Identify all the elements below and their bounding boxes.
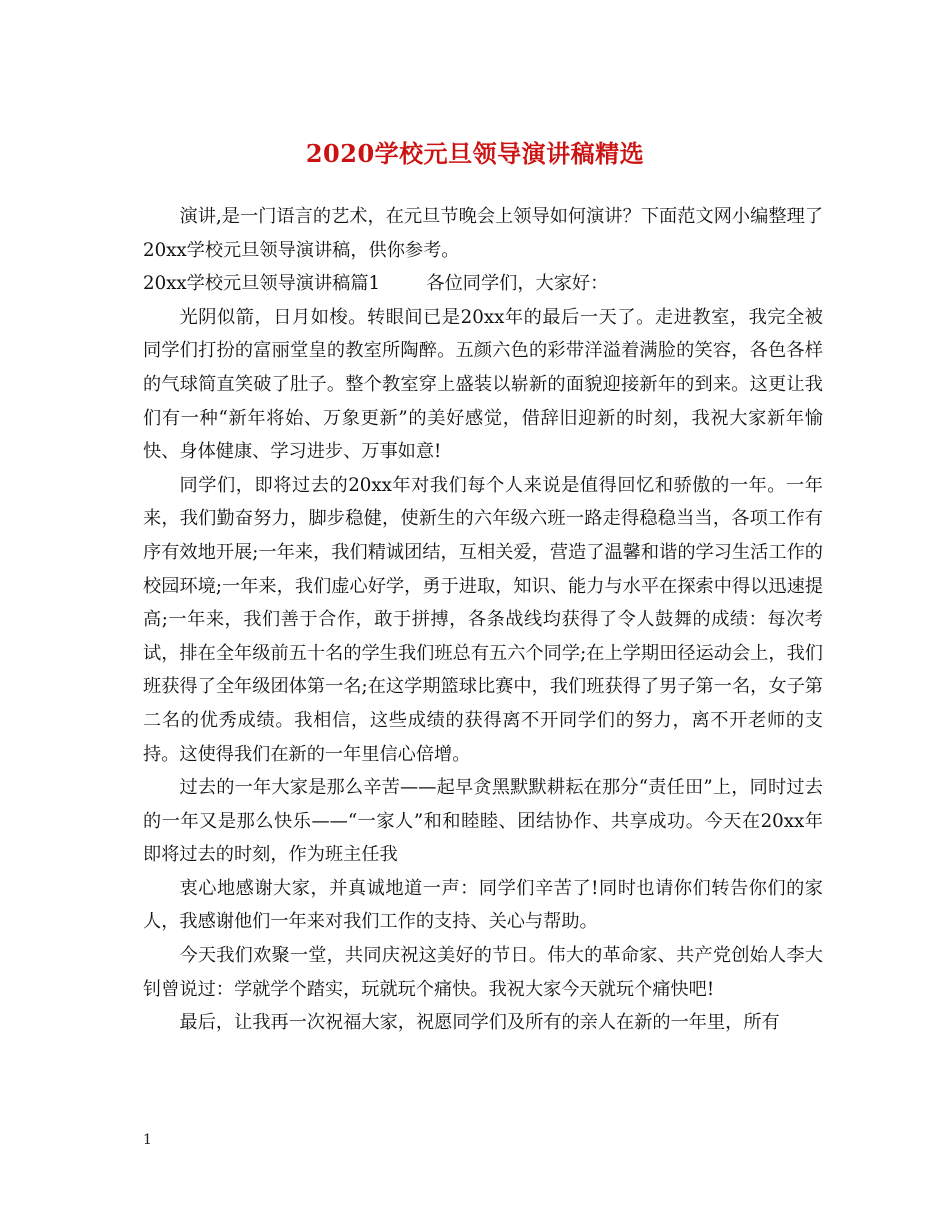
section-heading-line [143,267,823,301]
body-paragraph: 光阴似箭，日月如梭。转眼间已是20xx年的最后一天了。走进教室，我完全被同学们打扮的富丽堂皇的教室所陶醉。五颜六色的彩带洋溢着满脸的笑容，各色各样的气球简直笑破了肚子。整个教室穿上盛装以崭新的面貌迎接新年的到来。这更让我们有一种“新年将始、万象更新”的美好感觉，借辞旧迎新的时刻，我祝大家新年愉快、身体健康、学习进步、万事如意! [143,306,823,463]
body-paragraph: 同学们，即将过去的20xx年对我们每个人来说是值得回忆和骄傲的一年。一年来，我们勤奋努力，脚步稳健，使新生的六年级六班一路走得稳稳当当，各项工作有序有效地开展;一年来，我们精诚团结，互相关爱，营造了温馨和谐的学习生活工作的校园环境;一年来，我们虚心好学，勇于进取，知识、能力与水平在探索中得以迅速提高;一年来，我们善于合作，敢于拼搏，各条战线均获得了令人鼓舞的成绩：每次考试，排在全年级前五十名的学生我们班总有五六个同学;在上学期田径运动会上，我们班获得了全年级团体第一名;在这学期篮球比赛中，我们班获得了男子第一名，女子第二名的优秀成绩。我相信，这些成绩的获得离不开同学们的努力，离不开老师的支持。这使得我们在新的一年里信心倍增。 [143,474,823,765]
body-paragraph: 最后，让我再一次祝福大家，祝愿同学们及所有的亲人在新的一年里，所有 [179,1012,780,1034]
greeting: 各位同学们，大家好： [426,273,609,295]
body-paragraph: 衷心地感谢大家，并真诚地道一声：同学们辛苦了!同时也请你们转告你们的家人，我感谢他们一年来对我们工作的支持、关心与帮助。 [143,877,823,933]
document-body [143,200,823,1040]
section-heading: 20xx学校元旦领导演讲稿篇1 [143,273,381,295]
body-paragraph: 今天我们欢聚一堂，共同庆祝这美好的节日。伟大的革命家、共产党创始人李大钊曾说过：学就学个踏实，玩就玩个痛快。我祝大家今天就玩个痛快吧! [143,945,823,1000]
body-paragraph: 过去的一年大家是那么辛苦——起早贪黑默默耕耘在那分“责任田”上，同时过去的一年又是那么快乐——“一家人”和和睦睦、团结协作、共享成功。今天在20xx年即将过去的时刻，作为班主任我 [143,777,823,866]
page-number: 1 [143,1132,152,1148]
page-title: 2020学校元旦领导演讲稿精选 [305,139,645,168]
intro-paragraph: 演讲,是一门语言的艺术，在元旦节晚会上领导如何演讲？下面范文网小编整理了20xx学校元旦领导演讲稿，供你参考。 [143,206,823,261]
